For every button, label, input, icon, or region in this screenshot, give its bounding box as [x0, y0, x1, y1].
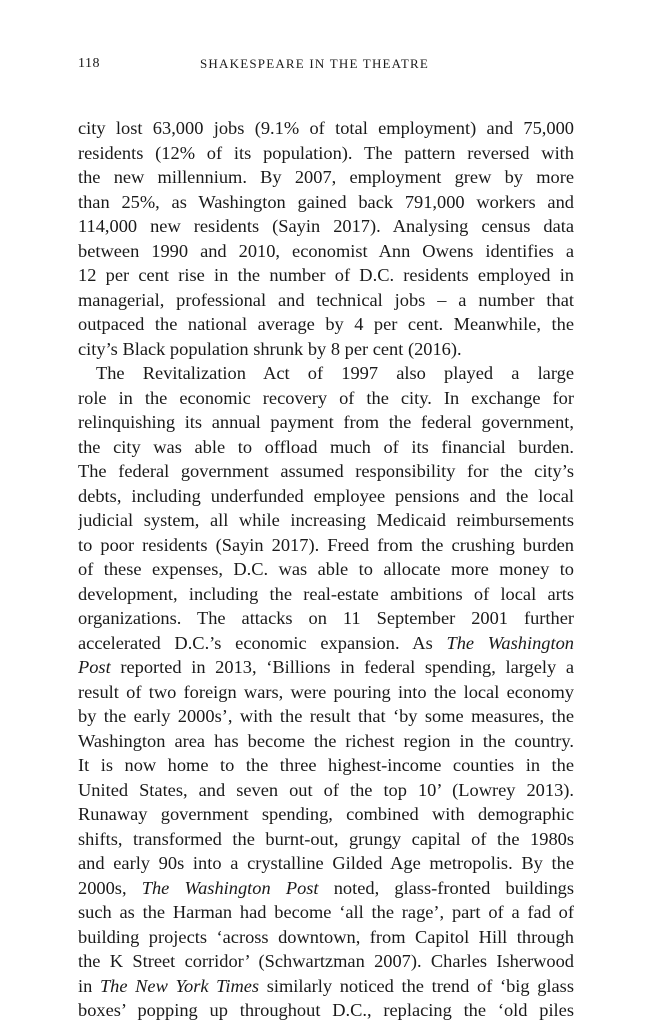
text-line — [78, 533, 574, 558]
text-segment: development, including the real-estate ambitions of local arts — [78, 583, 574, 604]
text-segment: in — [78, 975, 100, 996]
text-line — [78, 998, 574, 1023]
text-segment: result of two foreign wars, were pouring into the local economy — [78, 681, 574, 702]
running-title: SHAKESPEARE IN THE THEATRE — [200, 56, 429, 71]
italic-segment: The Washington Post — [141, 877, 319, 898]
text-segment: The Revitalization Act of 1997 also played a large — [96, 363, 574, 383]
text-line — [78, 778, 574, 803]
text-segment: city lost 63,000 jobs (9.1% of total employment) and 75,000 — [78, 118, 574, 138]
text-segment: and early 90s into a crystalline Gilded Age metropolis. By the — [78, 853, 574, 873]
text-segment: city’s Black population shrunk by 8 per cent (2016). — [78, 338, 462, 359]
italic-segment: The Washington — [446, 632, 574, 653]
text-segment: The federal government assumed responsibility for the city’s — [78, 461, 574, 481]
text-line — [78, 214, 574, 239]
text-segment: than 25%, as Washington gained back 791,000 workers and — [78, 191, 574, 212]
text-segment: 114,000 new residents (Sayin 2017). Analysing census data — [78, 216, 574, 236]
text-segment: by the early 2000s’, with the result that ‘by some measures, the — [78, 706, 574, 726]
text-segment: similarly noticed the trend of ‘big glass — [259, 975, 574, 996]
text-line — [78, 239, 574, 264]
text-segment: managerial, professional and technical jobs – a number that — [78, 289, 574, 310]
running-head — [78, 56, 574, 76]
text-segment: of these expenses, D.C. was able to allocate more money to — [78, 559, 574, 579]
text-segment: such as the Harman had become ‘all the rage’, part of a fad of — [78, 902, 574, 922]
text-segment: the city was able to offload much of its financial burden. — [78, 436, 574, 457]
text-segment: boxes’ popping up throughout D.C., replacing the ‘old piles — [78, 1000, 574, 1020]
text-line — [78, 557, 574, 582]
text-line — [78, 288, 574, 313]
text-segment: shifts, transformed the burnt-out, grungy capital of the 1980s — [78, 828, 574, 849]
text-segment: It is now home to the three highest-income counties in the — [78, 755, 574, 775]
text-segment: accelerated D.C.’s economic expansion. As — [78, 632, 447, 653]
text-line — [78, 753, 574, 778]
text-line — [78, 974, 574, 999]
text-line — [78, 361, 574, 386]
text-line — [78, 802, 574, 827]
text-line — [78, 459, 574, 484]
text-line — [78, 729, 574, 754]
text-segment: outpaced the national average by 4 per cent. Meanwhile, the — [78, 314, 574, 334]
text-segment: reported in 2013, ‘Billions in federal spending, largely a — [110, 657, 574, 677]
text-segment: Runaway government spending, combined with demographic — [78, 804, 574, 824]
text-segment: role in the economic recovery of the city. In exchange for — [78, 387, 574, 408]
text-segment: the new millennium. By 2007, employment grew by more — [78, 167, 574, 187]
text-line — [78, 508, 574, 533]
text-line — [78, 386, 574, 411]
body-text — [78, 116, 574, 1023]
page-number: 118 — [78, 56, 100, 71]
text-line — [78, 704, 574, 729]
text-segment: United States, and seven out of the top 10’ (Lowrey 2013). — [78, 779, 574, 800]
text-segment: to poor residents (Sayin 2017). Freed from the crushing burden — [78, 534, 574, 555]
text-line — [78, 116, 574, 141]
italic-segment: The New York Times — [99, 975, 260, 996]
text-line — [78, 410, 574, 435]
text-line — [78, 582, 574, 607]
text-line — [78, 337, 574, 362]
text-segment: the K Street corridor’ (Schwartzman 2007). Charles Isherwood — [78, 951, 574, 971]
text-segment: debts, including underfunded employee pensions and the local — [78, 485, 574, 506]
text-segment: noted, glass-fronted buildings — [318, 877, 574, 898]
text-segment: building projects ‘across downtown, from Capitol Hill through — [78, 926, 574, 947]
text-line — [78, 949, 574, 974]
text-segment: residents (12% of its population). The pattern reversed with — [78, 142, 574, 163]
text-line — [78, 680, 574, 705]
text-segment: 12 per cent rise in the number of D.C. residents employed in — [78, 265, 574, 285]
italic-segment: Post — [78, 657, 111, 677]
text-line — [78, 312, 574, 337]
text-line — [78, 655, 574, 680]
text-line — [78, 900, 574, 925]
text-line — [78, 435, 574, 460]
text-line — [78, 141, 574, 166]
text-line — [78, 851, 574, 876]
text-segment: judicial system, all while increasing Medicaid reimbursements — [78, 510, 574, 530]
text-line — [78, 190, 574, 215]
text-line — [78, 606, 574, 631]
text-segment: 2000s, — [78, 877, 142, 898]
text-line — [78, 165, 574, 190]
text-segment: between 1990 and 2010, economist Ann Owens identifies a — [78, 240, 574, 261]
text-line — [78, 484, 574, 509]
text-line — [78, 631, 574, 656]
text-line — [78, 263, 574, 288]
text-line — [78, 876, 574, 901]
text-line — [78, 827, 574, 852]
text-line — [78, 925, 574, 950]
text-segment: Washington area has become the richest region in the country. — [78, 730, 574, 751]
text-segment: organizations. The attacks on 11 September 2001 further — [78, 608, 574, 628]
text-segment: relinquishing its annual payment from the federal government, — [78, 412, 574, 432]
